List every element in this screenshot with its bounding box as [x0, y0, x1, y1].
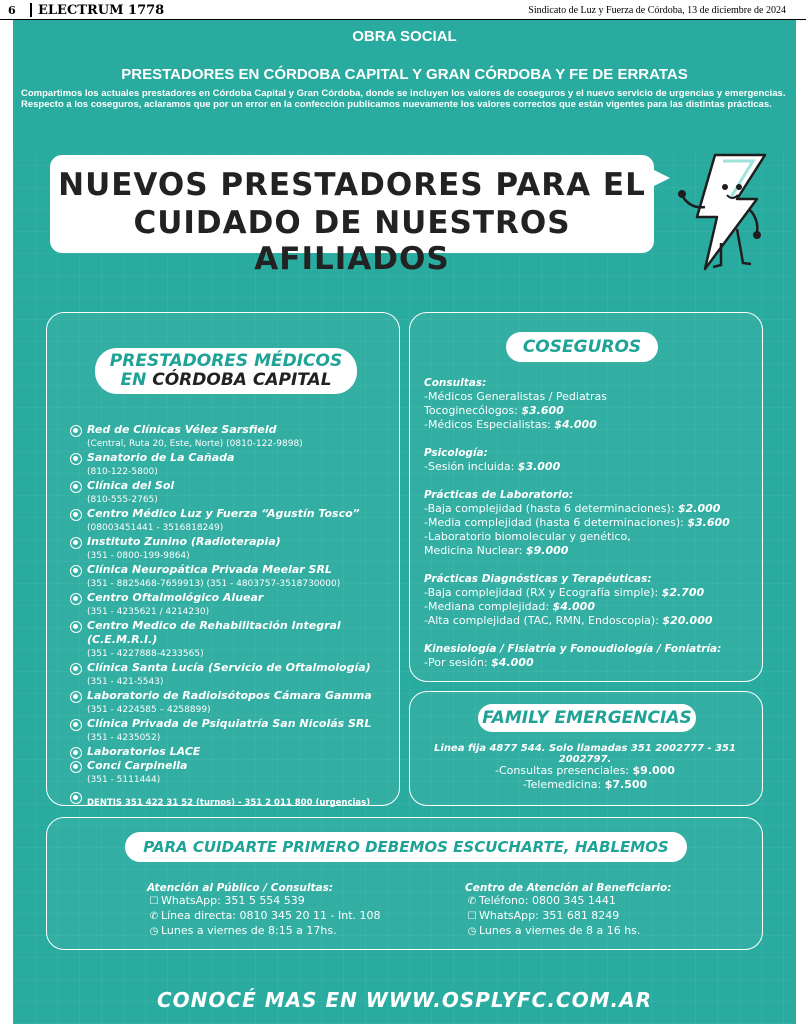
provider-item — [70, 563, 400, 591]
provider-name: Laboratorio de Radioisótopos Cámara Gamma — [87, 689, 372, 702]
cos-value: $3.600 — [521, 404, 564, 417]
provider-phone: (351 - 4224585 – 4258899) — [87, 705, 211, 715]
psicologia-heading: Psicología: — [424, 447, 488, 459]
phone-icon: ✆ — [149, 911, 159, 922]
cos-line: -Médicos Generalistas / Pediatras — [424, 390, 607, 403]
contact-line: ◷ Lunes a viernes de 8:15 a 17hs. — [147, 924, 407, 939]
kinesiologia-heading: Kinesiología / Fisiatría y Fonoudiología / Foniatría: — [424, 643, 722, 655]
intro-block — [13, 20, 796, 150]
cos-value: $4.000 — [554, 418, 597, 431]
provider-phone: (351 - 4235052) — [87, 733, 161, 743]
cos-line: -Media complejidad (hasta 6 determinaciones): — [424, 516, 688, 529]
section-label: OBRA SOCIAL — [352, 28, 457, 45]
article-title: PRESTADORES EN CÓRDOBA CAPITAL Y GRAN CÓRDOBA Y FE DE ERRATAS — [121, 66, 688, 83]
lightning-mascot-icon — [653, 147, 773, 272]
provider-phone: (810-555-2765) — [87, 495, 158, 505]
clock-icon: ◷ — [467, 926, 477, 937]
family-item: -Consultas presenciales: $9.000 — [495, 764, 675, 777]
intro-text — [21, 88, 789, 110]
provider-item — [70, 661, 400, 689]
provider-item — [70, 745, 400, 759]
page-number: 6 — [8, 4, 16, 17]
provider-name: Clínica Santa Lucía (Servicio de Oftalmología) — [87, 661, 371, 674]
provider-item — [70, 535, 400, 563]
publication-name: ELECTRUM 1778 — [38, 3, 165, 18]
provider-item — [70, 423, 400, 451]
cos-line: -Sesión incluida: — [424, 460, 518, 473]
bullet-icon — [70, 565, 82, 577]
provider-item — [70, 717, 400, 745]
provider-name: Conci Carpinella — [87, 759, 188, 772]
provider-name: Clínica del Sol — [87, 479, 175, 492]
provider-phone: (351 - 0800-199-9864) — [87, 551, 190, 561]
provider-phone: (08003451441 - 3516818249) — [87, 523, 224, 533]
header-divider — [30, 3, 32, 17]
coseguros-card — [409, 312, 763, 682]
cos-value: $4.000 — [491, 656, 534, 669]
cos-line: -Baja complejidad (hasta 6 determinaciones): — [424, 502, 678, 515]
provider-name: Clínica Neuropática Privada Meelar SRL — [87, 563, 332, 576]
contact-line: ☐ WhatsApp: 351 5 554 539 — [147, 894, 407, 909]
provider-phone: (351 - 4227888-4233565) — [87, 649, 204, 659]
provider-name: Centro Médico Luz y Fuerza “Agustín Tosco” — [87, 507, 360, 520]
providers-card — [46, 312, 400, 806]
provider-item — [70, 689, 400, 717]
cos-line: -Médicos Especialistas: — [424, 418, 555, 431]
bullet-icon — [70, 747, 82, 759]
dentis-item — [70, 790, 400, 810]
page-header — [0, 0, 806, 20]
coseguros-title: COSEGUROS — [506, 332, 658, 362]
hero-line-1: NUEVOS PRESTADORES PARA EL — [58, 167, 646, 203]
coseguros-list — [424, 376, 754, 684]
intro-paragraph-2: Respecto a los coseguros, aclaramos que por un error en la confección publicamos nuevamente los valores correctos que están vigentes para las distintas prácticas. — [21, 99, 772, 110]
family-item: -Telemedicina: $7.500 — [522, 778, 648, 791]
hero-line-2: CUIDADO DE NUESTROS AFILIADOS — [133, 205, 571, 277]
family-value: $9.000 — [632, 764, 675, 777]
cos-value: $3.000 — [517, 460, 561, 473]
website-footer[interactable]: CONOCÉ MAS EN WWW.OSPLYFC.COM.AR — [156, 988, 653, 1012]
providers-title: PRESTADORES MÉDICOS EN CÓRDOBA CAPITAL — [95, 348, 357, 394]
bullet-icon — [70, 425, 82, 437]
bullet-icon — [70, 691, 82, 703]
family-value: $7.500 — [604, 778, 648, 791]
cos-value: $2.000 — [678, 502, 721, 515]
whatsapp-icon: ☐ — [149, 896, 159, 907]
phone-icon: ✆ — [467, 896, 477, 907]
cos-value: $20.000 — [662, 614, 713, 627]
cos-line: Medicina Nuclear: — [424, 544, 526, 557]
family-card — [409, 691, 763, 806]
whatsapp-icon: ☐ — [467, 911, 477, 922]
family-phone-line: Linea fija 4877 544. Solo llamadas 351 2002777 - 351 2002797. — [434, 743, 736, 765]
provider-phone: (810-122-5800) — [87, 467, 158, 477]
provider-list — [70, 423, 400, 810]
clock-icon: ◷ — [149, 926, 159, 937]
provider-name: Clínica Privada de Psiquiatría San Nicolás SRL — [87, 717, 372, 730]
bullet-icon — [70, 761, 82, 773]
provider-item — [70, 479, 400, 507]
provider-phone: (351 - 4235621 / 4214230) — [87, 607, 210, 617]
provider-item — [70, 507, 400, 535]
bullet-icon — [70, 509, 82, 521]
intro-paragraph-1: Compartimos los actuales prestadores en Córdoba Capital y Gran Córdoba, donde se incluyen los valores de coseguros y el nuevo servicio de urgencias y emergencias. — [21, 88, 786, 99]
cos-value: $3.600 — [687, 516, 730, 529]
hero-banner — [50, 155, 654, 277]
provider-name: Sanatorio de La Cañada — [87, 451, 235, 464]
provider-item — [70, 451, 400, 479]
beneficiary-center-column — [465, 882, 725, 939]
cos-value: $2.700 — [661, 586, 705, 599]
provider-phone: (351 - 8825468-7659913) (351 - 4803757-3518730000) — [87, 579, 341, 589]
consultas-heading: Consultas: — [424, 377, 487, 389]
provider-name: Instituto Zunino (Radioterapia) — [87, 535, 281, 548]
provider-item — [70, 591, 400, 619]
beneficiary-center-heading: Centro de Atención al Beneficiario: — [465, 882, 672, 894]
bullet-icon — [70, 481, 82, 493]
provider-phone: (351 - 421-5543) — [87, 677, 164, 687]
contact-line: ☐ WhatsApp: 351 681 8249 — [465, 909, 725, 924]
provider-phone: (351 - 5111444) — [87, 775, 161, 785]
provider-name: Red de Clínicas Vélez Sarsfield — [87, 423, 277, 436]
laboratorio-heading: Prácticas de Laboratorio: — [424, 489, 574, 501]
contact-line: ✆ Línea directa: 0810 345 20 11 - Int. 108 — [147, 909, 407, 924]
provider-name: Centro Medico de Rehabilitación Integral (C.E.M.R.I.) — [87, 619, 341, 646]
provider-phone: (Central, Ruta 20, Este, Norte) (0810-122-9898) — [87, 439, 303, 449]
contact-line: ◷ Lunes a viernes de 8 a 16 hs. — [465, 924, 725, 939]
bullet-icon — [70, 453, 82, 465]
contact-title: PARA CUIDARTE PRIMERO DEBEMOS ESCUCHARTE, HABLEMOS — [125, 832, 687, 862]
cos-line: -Baja complejidad (RX y Ecografía simple): — [424, 586, 662, 599]
bullet-icon — [70, 663, 82, 675]
public-attention-heading: Atención al Público / Consultas: — [147, 882, 334, 894]
bullet-icon — [70, 621, 82, 633]
obra-social-page — [13, 20, 796, 1024]
bullet-icon — [70, 719, 82, 731]
diagnosticas-heading: Prácticas Diagnósticas y Terapéuticas: — [424, 573, 652, 585]
cos-line: -Laboratorio biomolecular y genético, — [424, 530, 631, 543]
cos-value: $9.000 — [525, 544, 569, 557]
family-title: FAMILY EMERGENCIAS — [478, 704, 696, 732]
bullet-icon — [70, 537, 82, 549]
provider-item — [70, 759, 400, 787]
provider-item — [70, 619, 400, 661]
bullet-icon — [70, 792, 82, 804]
cos-line: -Alta complejidad (TAC, RMN, Endoscopia): — [424, 614, 663, 627]
provider-name: Centro Oftalmológico Aluear — [87, 591, 264, 604]
cos-line: Tocoginecólogos: — [424, 404, 522, 417]
contact-line: ✆ Teléfono: 0800 345 1441 — [465, 894, 725, 909]
provider-name: Laboratorios LACE — [87, 745, 201, 758]
publication-info: Sindicato de Luz y Fuerza de Córdoba, 13 de diciembre de 2024 — [528, 5, 786, 16]
cos-line: -Mediana complejidad: — [424, 600, 553, 613]
public-attention-column — [147, 882, 407, 939]
dentis-contact: DENTIS 351 422 31 52 (turnos) - 351 2 011 800 (urgencias) — [87, 798, 371, 808]
bullet-icon — [70, 593, 82, 605]
cos-line: -Por sesión: — [424, 656, 492, 669]
cos-value: $4.000 — [552, 600, 595, 613]
